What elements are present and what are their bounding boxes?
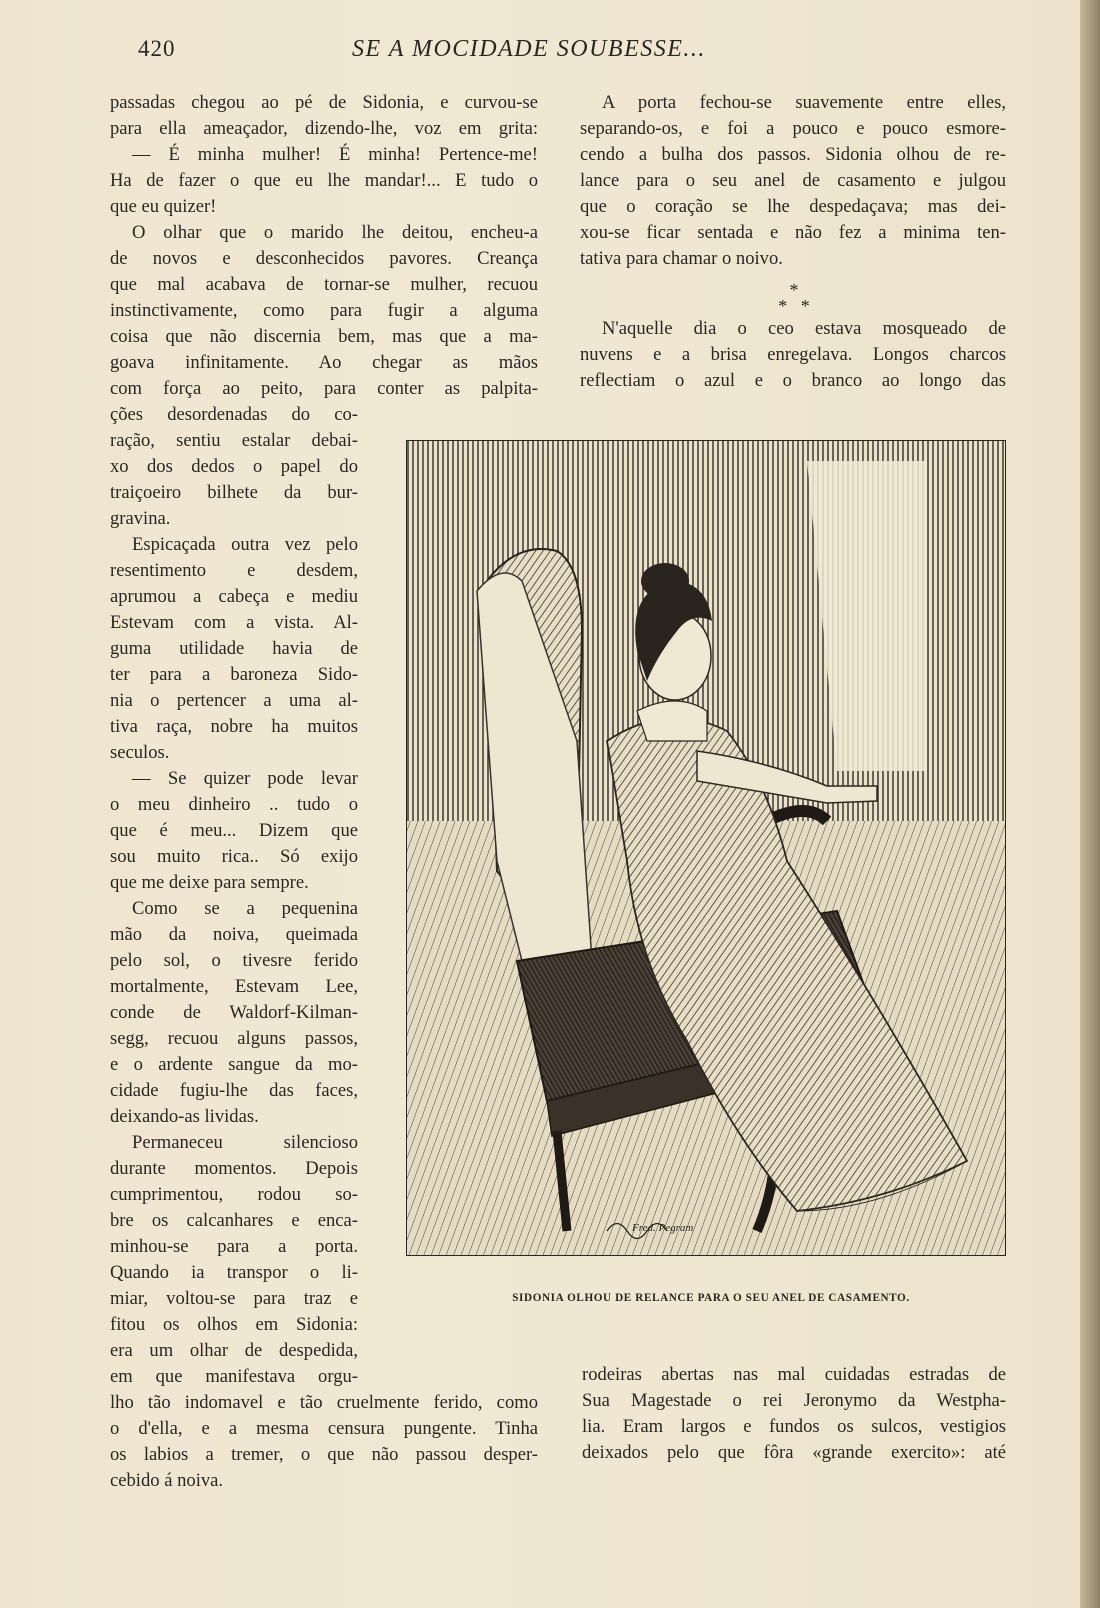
text-line: seculos. — [110, 742, 170, 763]
text-line: ração, sentiu estalar debai- — [110, 430, 358, 451]
text-line: que eu quizer! — [110, 196, 217, 217]
text-line: Ha de fazer o que eu lhe mandar!... E tudo o — [110, 170, 538, 191]
text-line: minhou-se para a porta. — [110, 1236, 358, 1257]
engraving-woman-in-armchair — [407, 441, 1005, 1255]
left-column-top — [110, 90, 538, 402]
text-line: que o coração se lhe despedaçava; mas dei- — [580, 196, 1006, 217]
text-line: O olhar que o marido lhe deitou, encheu-a — [132, 222, 538, 243]
text-line: fitou os olhos em Sidonia: — [110, 1314, 358, 1335]
text-line: segg, recuou alguns passos, — [110, 1028, 358, 1049]
text-line: Sua Magestade o rei Jeronymo da Westpha- — [582, 1390, 1006, 1411]
text-line: deixados pelo que fôra «grande exercito»: até — [582, 1442, 1006, 1463]
text-line: que é meu... Dizem que — [110, 820, 358, 841]
page-number: 420 — [138, 36, 176, 61]
left-column-narrow — [110, 402, 358, 1390]
text-line: xo dos dedos o papel do — [110, 456, 358, 477]
text-line: miar, voltou-se para traz e — [110, 1288, 358, 1309]
text-line: e o ardente sangue da mo- — [110, 1054, 358, 1075]
page-header — [0, 36, 1080, 70]
text-line: lho tão indomavel e tão cruelmente ferido, como — [110, 1392, 538, 1413]
left-column-bottom — [110, 1390, 538, 1494]
text-line: sou muito rica.. Só exijo — [110, 846, 358, 867]
text-line: coisa que não discernia bem, mas que a ma- — [110, 326, 538, 347]
text-line: para ella ameaçador, dizendo-lhe, voz em grita: — [110, 118, 538, 139]
text-line: conde de Waldorf-Kilman- — [110, 1002, 358, 1023]
text-line: mortalmente, Estevam Lee, — [110, 976, 358, 997]
text-line: os labios a tremer, o que não passou desper- — [110, 1444, 538, 1465]
text-line: Permaneceu silencioso — [132, 1132, 358, 1153]
text-line: o meu dinheiro .. tudo o — [110, 794, 358, 815]
text-line: rodeiras abertas nas mal cuidadas estradas de — [582, 1364, 1006, 1385]
text-line: lia. Eram largos e fundos os sulcos, vestigios — [582, 1416, 1006, 1437]
text-line: goava infinitamente. Ao chegar as mãos — [110, 352, 538, 373]
text-line: mão da noiva, queimada — [110, 924, 358, 945]
text-line: cebido á noiva. — [110, 1470, 224, 1491]
text-line: guma utilidade havia de — [110, 638, 358, 659]
text-line: com força ao peito, para conter as palpita- — [110, 378, 538, 399]
text-line: nuvens e a brisa enregelava. Longos charcos — [580, 344, 1006, 365]
text-line: nia o pertencer a uma al- — [110, 690, 358, 711]
right-column-paragraph — [580, 316, 1006, 394]
text-line: Espicaçada outra vez pelo — [132, 534, 358, 555]
text-line: Como se a pequenina — [132, 898, 358, 919]
text-line: bre os calcanhares e enca- — [110, 1210, 358, 1231]
text-line: traiçoeiro bilhete da bur- — [110, 482, 358, 503]
illustration — [406, 440, 1006, 1256]
text-line: cidade fugiu-lhe das faces, — [110, 1080, 358, 1101]
text-line: A porta fechou-se suavemente entre elles, — [602, 92, 1006, 113]
right-column-top — [580, 90, 1006, 272]
text-line: durante momentos. Depois — [110, 1158, 358, 1179]
text-line: em que manifestava orgu- — [110, 1366, 358, 1387]
text-line: aprumou a cabeça e mediu — [110, 586, 358, 607]
artist-signature: Fred. Pegram — [632, 1222, 694, 1234]
text-line: de novos e desconhecidos pavores. Creança — [110, 248, 538, 269]
text-line: — Se quizer pode levar — [132, 768, 358, 789]
text-line: reflectiam o azul e o branco ao longo das — [580, 370, 1006, 391]
text-line: pelo sol, o tivesre ferido — [110, 950, 358, 971]
text-line: Estevam com a vista. Al- — [110, 612, 358, 633]
illustration-caption: SIDONIA OLHOU DE RELANCE PARA O SEU ANEL DE CASAMENTO. — [512, 1292, 910, 1304]
text-line: o d'ella, e a mesma censura pungente. Tinha — [110, 1418, 538, 1439]
text-line: ter para a baroneza Sido- — [110, 664, 358, 685]
text-line: lance para o seu anel de casamento e julgou — [580, 170, 1006, 191]
section-separator — [734, 282, 854, 314]
text-line: tativa para chamar o noivo. — [580, 248, 783, 269]
text-line: Quando ia transpor o li- — [110, 1262, 358, 1283]
right-column-bottom — [582, 1362, 1006, 1466]
text-line: deixando-as lividas. — [110, 1106, 259, 1127]
text-line: gravina. — [110, 508, 171, 529]
text-line: passadas chegou ao pé de Sidonia, e curvou-se — [110, 92, 538, 113]
text-line: era um olhar de despedida, — [110, 1340, 358, 1361]
text-line: N'aquelle dia o ceo estava mosqueado de — [602, 318, 1006, 339]
text-line: cendo a bulha dos passos. Sidonia olhou de re- — [580, 144, 1006, 165]
text-line: cumprimentou, rodou so- — [110, 1184, 358, 1205]
text-line: tiva raça, nobre ha muitos — [110, 716, 358, 737]
text-line: xou-se ficar sentada e não fez a minima ten- — [580, 222, 1006, 243]
running-title: SE A MOCIDADE SOUBESSE... — [352, 36, 706, 62]
text-line: que me deixe para sempre. — [110, 872, 309, 893]
text-line: — É minha mulher! É minha! Pertence-me! — [132, 144, 538, 165]
text-line: instinctivamente, como para fugir a alguma — [110, 300, 538, 321]
separator-star-top: * — [789, 280, 799, 300]
text-line: separando-os, e foi a pouco e pouco esmore- — [580, 118, 1006, 139]
text-line: que mal acabava de tornar-se mulher, recuou — [110, 274, 538, 295]
separator-stars-bottom: * * — [778, 296, 810, 316]
text-line: resentimento e desdem, — [110, 560, 358, 581]
text-line: ções desordenadas do co- — [110, 404, 358, 425]
page-edge — [1080, 0, 1100, 1608]
